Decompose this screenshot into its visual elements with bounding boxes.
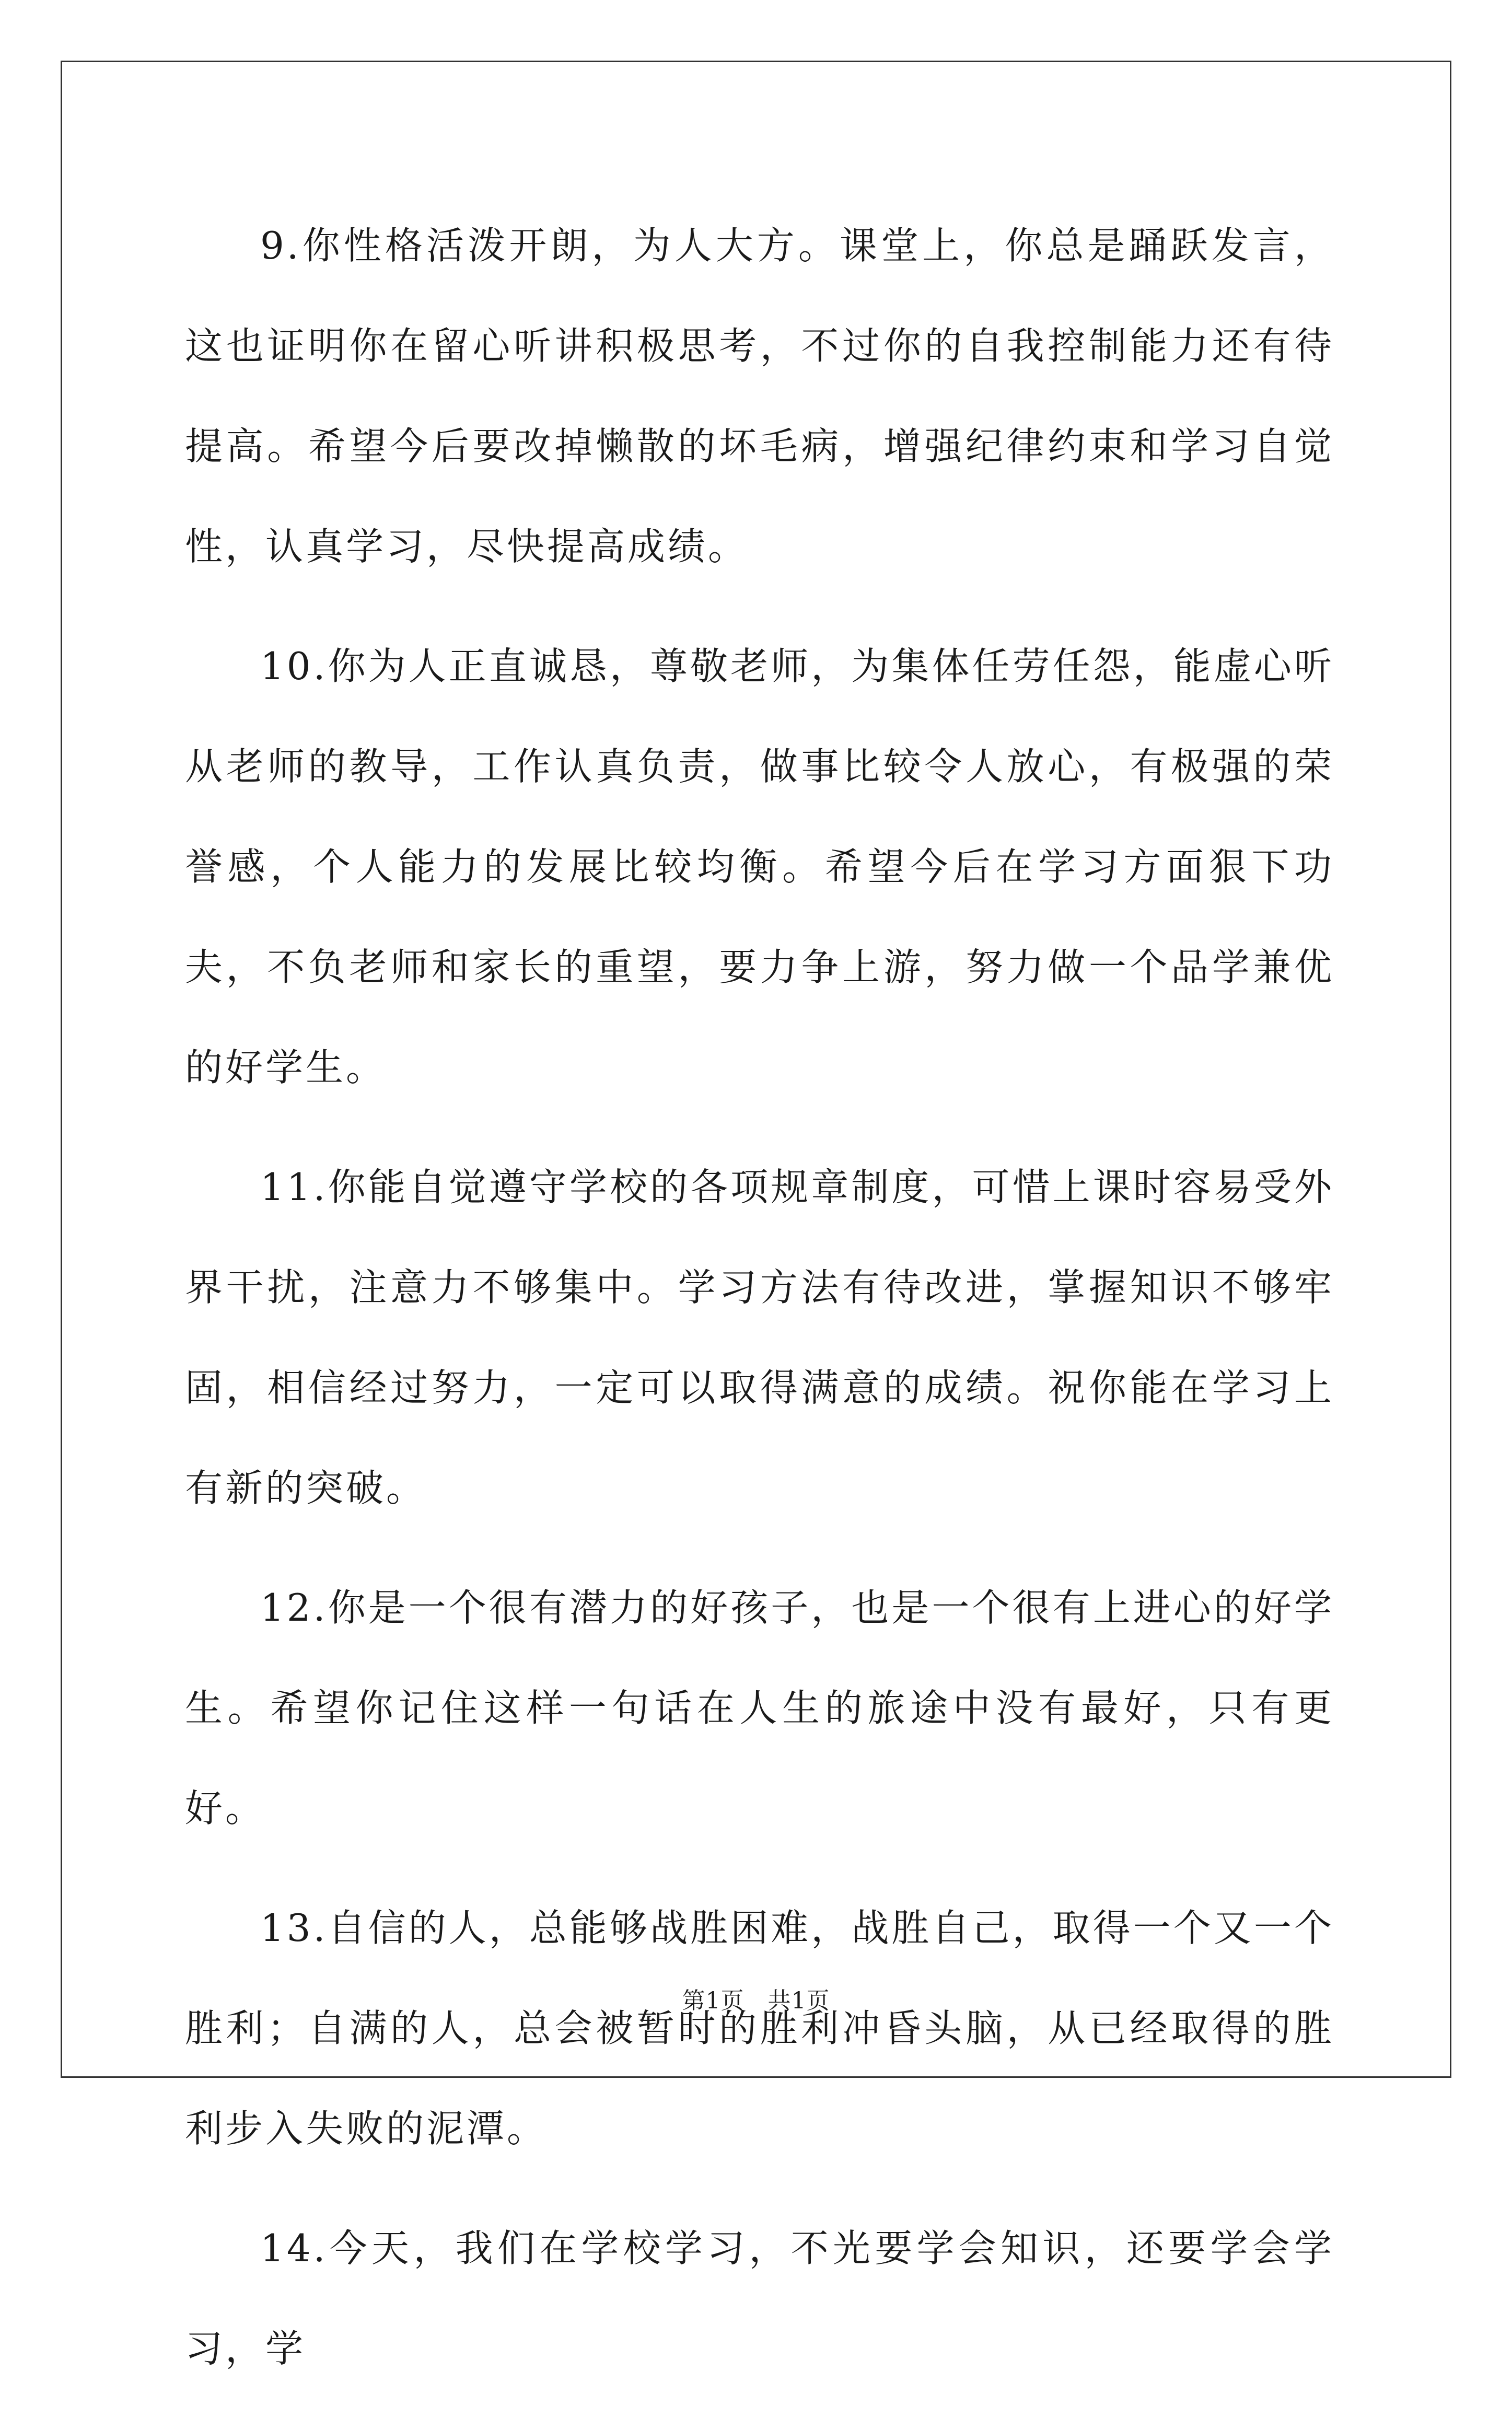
paragraph-11: 11.你能自觉遵守学校的各项规章制度，可惜上课时容易受外界干扰，注意力不够集中。学习方法有待改进，掌握知识不够牢固，相信经过努力，一定可以取得满意的成绩。祝你能在学习上有新的突破。: [185, 1165, 1334, 1510]
paragraph-10: 10.你为人正直诚恳，尊敬老师，为集体任劳任怨，能虚心听从老师的教导，工作认真负责，做事比较令人放心，有极强的荣誉感，个人能力的发展比较均衡。希望今后在学习方面狠下功夫，不负老师和家长的重望，要力争上游，努力做一个品学兼优的好学生。: [185, 644, 1334, 1089]
document-body: [185, 195, 1334, 2418]
page-footer: 第1页 共1页: [682, 1987, 830, 2014]
paragraph-13: 13.自信的人，总能够战胜困难，战胜自己，取得一个又一个胜利；自满的人，总会被暂时的胜利冲昏头脑，从已经取得的胜利步入失败的泥潭。: [185, 1906, 1334, 2150]
paragraph-14: 14.今天，我们在学校学习，不光要学会知识，还要学会学习，学: [185, 2226, 1334, 2370]
paragraph-12: 12.你是一个很有潜力的好孩子，也是一个很有上进心的好学生。希望你记住这样一句话在人生的旅途中没有最好，只有更好。: [185, 1586, 1334, 1830]
paragraph-9: 9.你性格活泼开朗，为人大方。课堂上，你总是踊跃发言，这也证明你在留心听讲积极思考，不过你的自我控制能力还有待提高。希望今后要改掉懒散的坏毛病，增强纪律约束和学习自觉性，认真学习，尽快提高成绩。: [185, 224, 1334, 568]
